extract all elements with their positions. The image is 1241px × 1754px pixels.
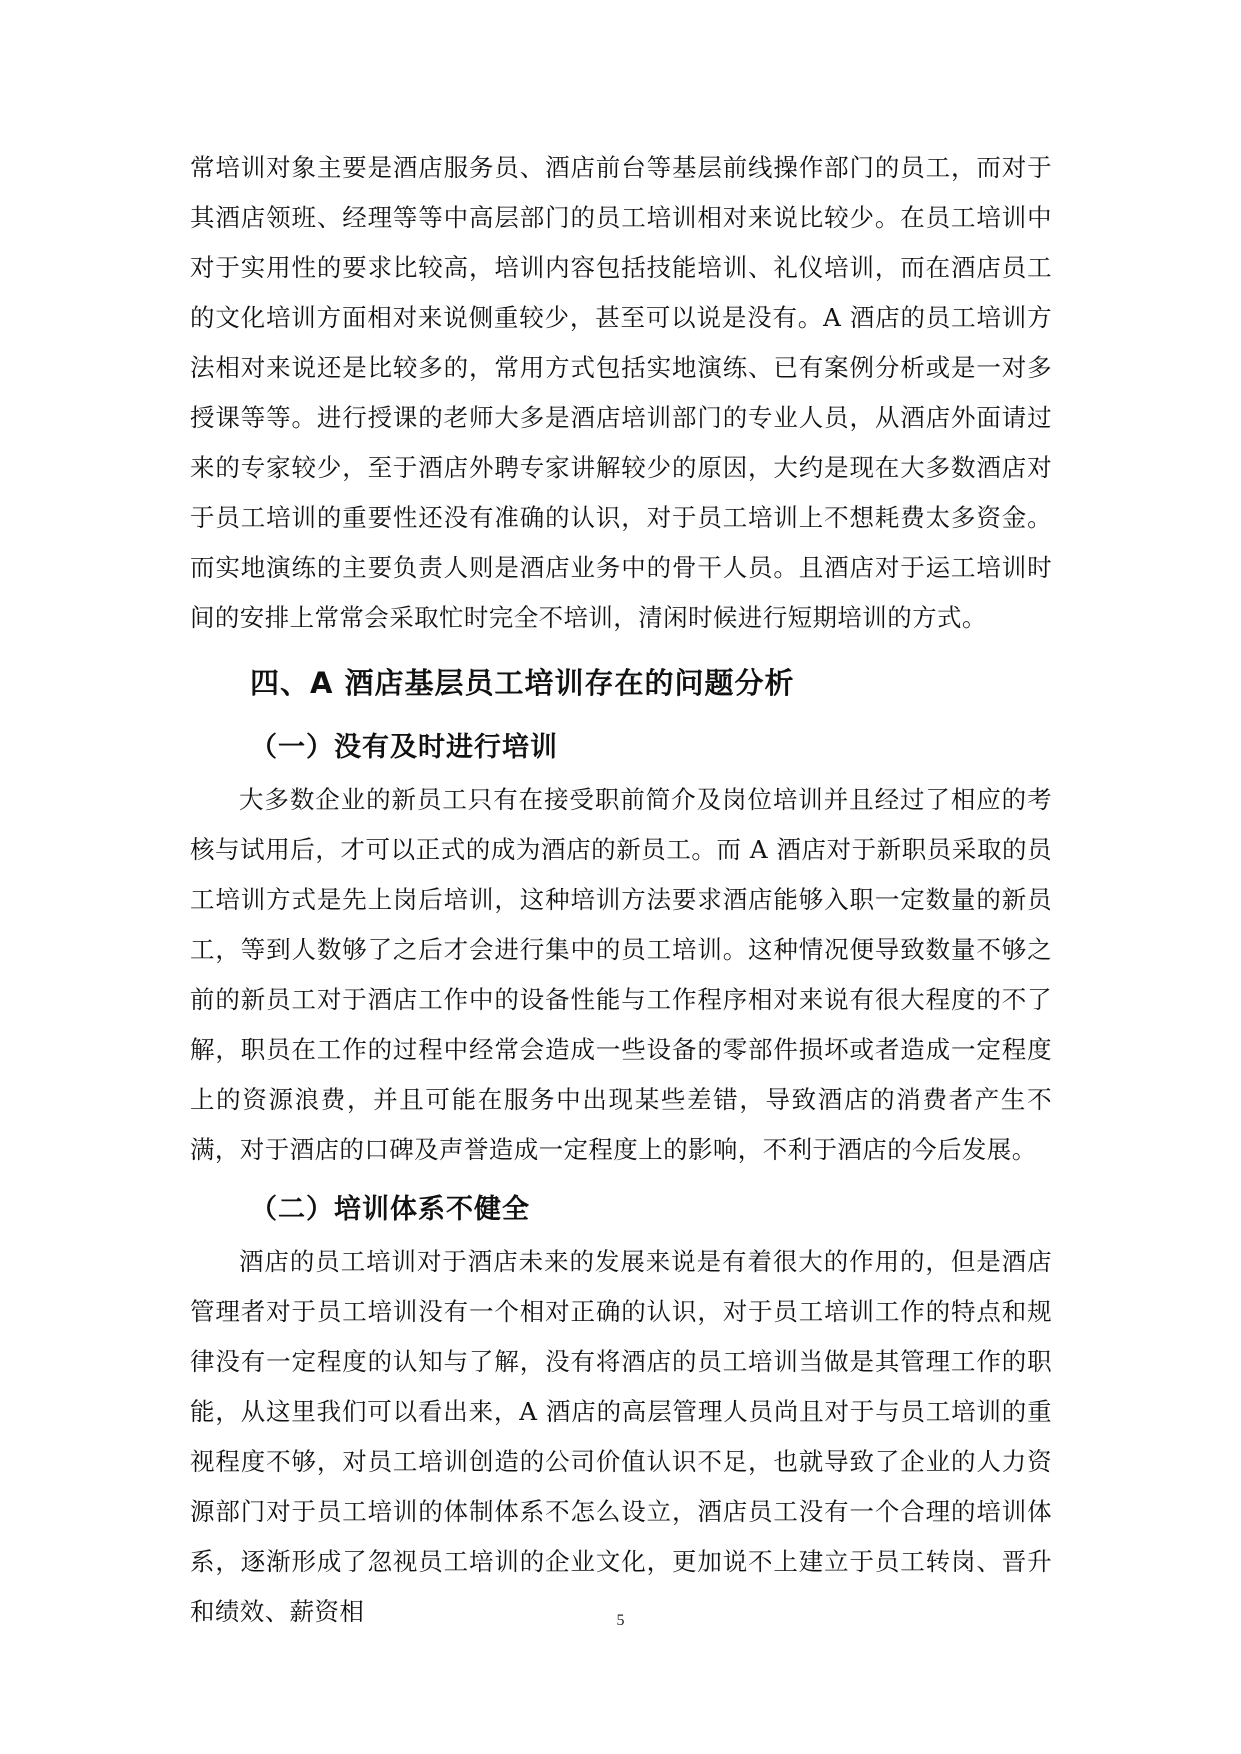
subsection-2-heading: （二）培训体系不健全 xyxy=(250,1194,530,1225)
page-number: 5 xyxy=(616,1612,625,1629)
subsection-1-paragraph: 大多数企业的新员工只有在接受职前简介及岗位培训并且经过了相应的考核与试用后，才可以正式的成为酒店的新员工。而 A 酒店对于新职员采取的员工培训方式是先上岗后培训，这种培训方法要求酒店能够入职一定数量的新员工，等到人数够了之后才会进行集中的员工培训。这种情况便导致数量不够之前的新员工对于酒店工作中的设备性能与工作程序相对来说有很大程度的不了解，职员在工作的过程中经常会造成一些设备的零部件损坏或者造成一定程度上的资源浪费，并且可能在服务中出现某些差错，导致酒店的消费者产生不满，对于酒店的口碑及声誉造成一定程度上的影响，不利于酒店的今后发展。 xyxy=(190,785,1052,1164)
subsection-1-heading: （一）没有及时进行培训 xyxy=(250,732,558,763)
subsection-2-paragraph: 酒店的员工培训对于酒店未来的发展来说是有着很大的作用的，但是酒店管理者对于员工培训没有一个相对正确的认识，对于员工培训工作的特点和规律没有一定程度的认知与了解，没有将酒店的员工培训当做是其管理工作的职能，从这里我们可以看出来，A 酒店的高层管理人员尚且对于与员工培训的重视程度不够，对员工培训创造的公司价值认识不足，也就导致了企业的人力资源部门对于员工培训的体制体系不怎么设立，酒店员工没有一个合理的培训体系，逐渐形成了忽视员工培训的企业文化，更加说不上建立于员工转岗、晋升和绩效、薪资相 xyxy=(190,1247,1052,1626)
intro-paragraph: 常培训对象主要是酒店服务员、酒店前台等基层前线操作部门的员工，而对于其酒店领班、经理等等中高层部门的员工培训相对来说比较少。在员工培训中对于实用性的要求比较高，培训内容包括技能培训、礼仪培训，而在酒店员工的文化培训方面相对来说侧重较少，甚至可以说是没有。A 酒店的员工培训方法相对来说还是比较多的，常用方式包括实地演练、已有案例分析或是一对多授课等等。进行授课的老师大多是酒店培训部门的专业人员，从酒店外面请过来的专家较少，至于酒店外聘专家讲解较少的原因，大约是现在大多数酒店对于员工培训的重要性还没有准确的认识，对于员工培训上不想耗费太多资金。而实地演练的主要负责人则是酒店业务中的骨干人员。且酒店对于运工培训时间的安排上常常会采取忙时完全不培训，清闲时候进行短期培训的方式。 xyxy=(190,153,1052,632)
section-heading: 四、A 酒店基层员工培训存在的问题分析 xyxy=(250,666,795,700)
document-body xyxy=(190,143,1052,1637)
